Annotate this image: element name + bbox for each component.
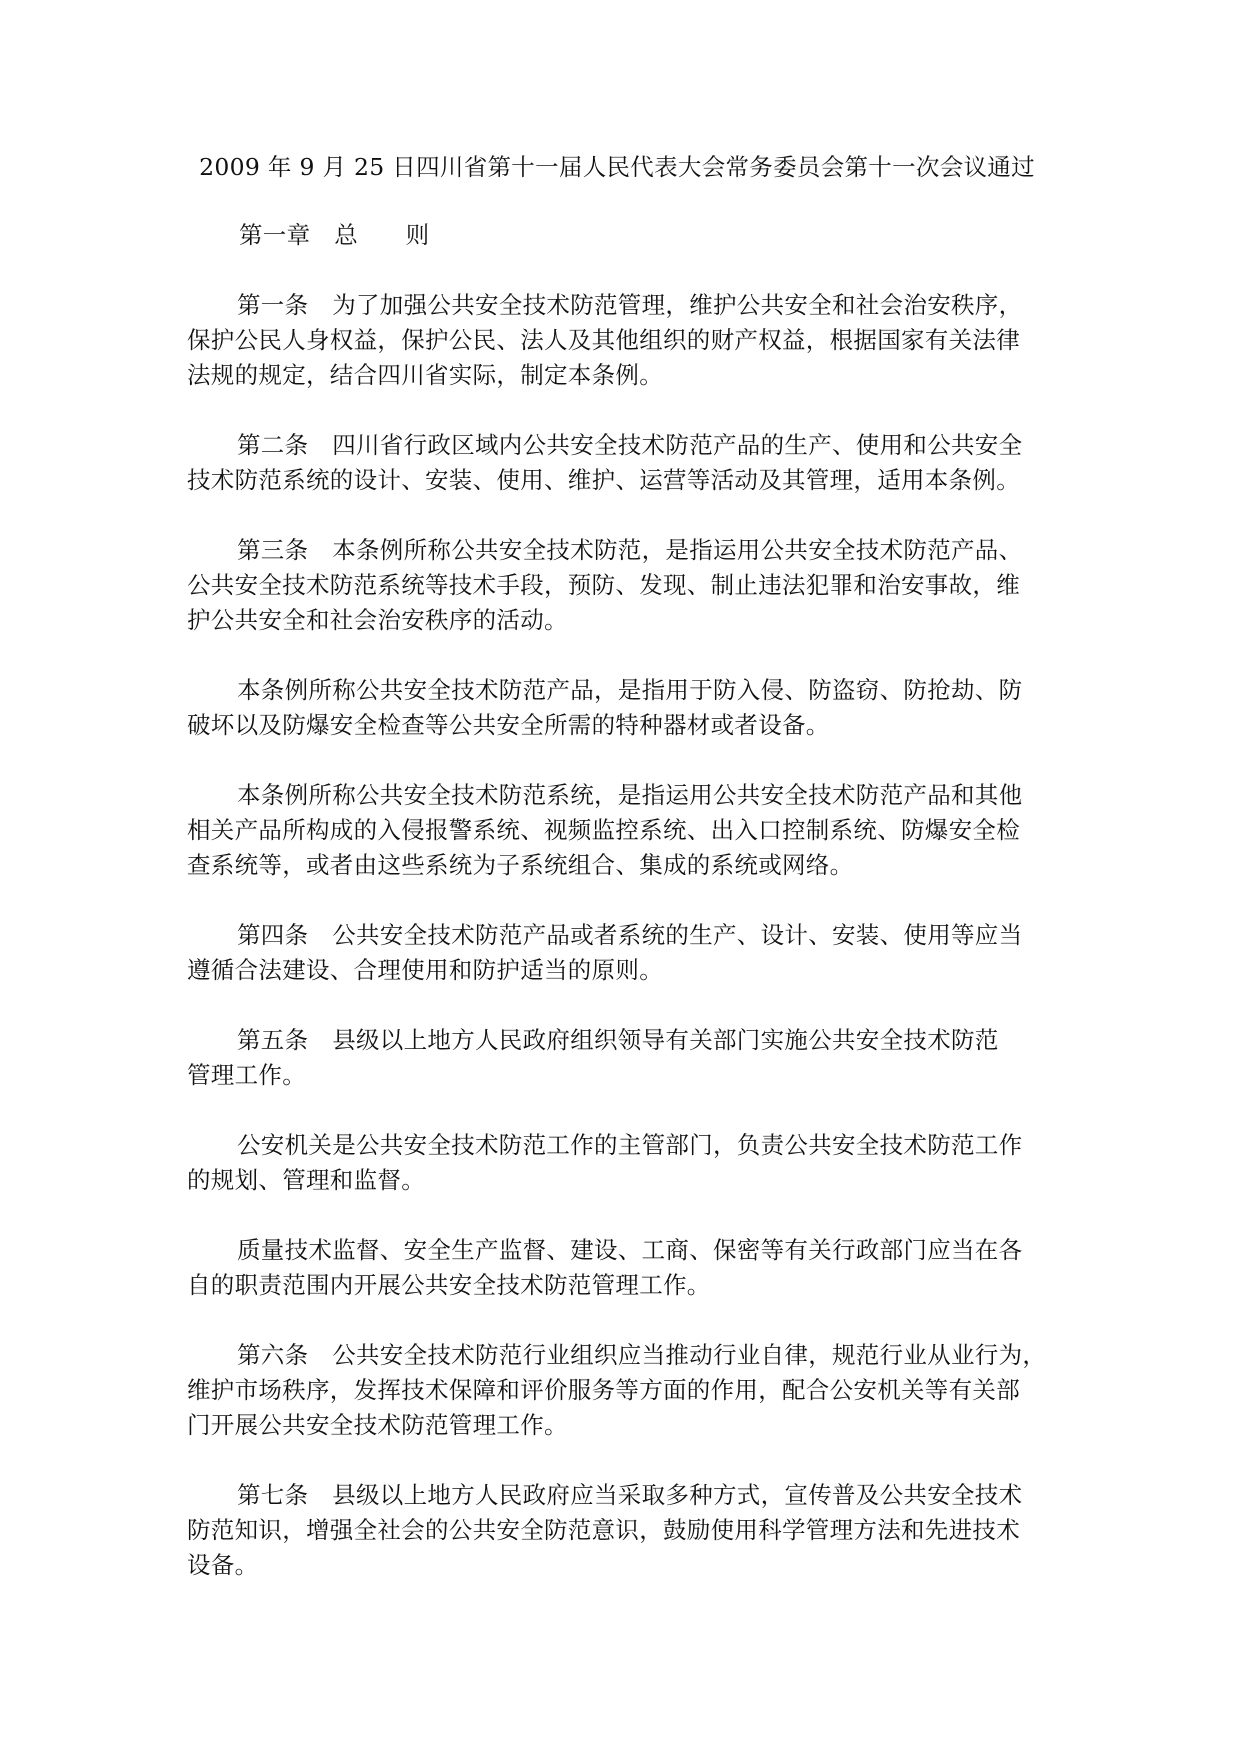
text-line: 第三条 本条例所称公共安全技术防范，是指运用公共安全技术防范产品、 <box>237 536 1023 564</box>
article-3-product-definition <box>187 673 1057 743</box>
article-5-paragraph <box>187 1023 1057 1093</box>
article-2-paragraph <box>187 428 1057 498</box>
text-line: 本条例所称公共安全技术防范产品，是指用于防入侵、防盗窃、防抢劫、防 <box>237 676 1023 704</box>
text-line: 技术防范系统的设计、安装、使用、维护、运营等活动及其管理，适用本条例。 <box>187 466 1020 494</box>
text-line: 第六条 公共安全技术防范行业组织应当推动行业自律，规范行业从业行为， <box>237 1341 1047 1369</box>
text-line: 维护市场秩序，发挥技术保障和评价服务等方面的作用，配合公安机关等有关部 <box>187 1376 1020 1404</box>
adoption-note: 2009 年 9 月 25 日四川省第十一届人民代表大会常务委员会第十一次会议通过 <box>199 153 1035 181</box>
text-line: 管理工作。 <box>187 1061 306 1089</box>
text-line: 公安机关是公共安全技术防范工作的主管部门，负责公共安全技术防范工作 <box>237 1131 1023 1159</box>
article-4-paragraph <box>187 918 1057 988</box>
text-line: 法规的规定，结合四川省实际，制定本条例。 <box>187 361 663 389</box>
text-line: 破坏以及防爆安全检查等公共安全所需的特种器材或者设备。 <box>187 711 830 739</box>
article-3-system-definition <box>187 778 1057 883</box>
chapter-title: 第一章 总 则 <box>239 221 430 249</box>
document-page <box>187 150 1057 1618</box>
text-line: 第一条 为了加强公共安全技术防范管理，维护公共安全和社会治安秩序， <box>237 291 1023 319</box>
article-1-paragraph <box>187 288 1057 393</box>
text-line: 质量技术监督、安全生产监督、建设、工商、保密等有关行政部门应当在各 <box>237 1236 1023 1264</box>
article-3-paragraph <box>187 533 1057 638</box>
text-line: 相关产品所构成的入侵报警系统、视频监控系统、出入口控制系统、防爆安全检 <box>187 816 1020 844</box>
text-line: 查系统等，或者由这些系统为子系统组合、集成的系统或网络。 <box>187 851 854 879</box>
article-7-paragraph <box>187 1478 1057 1583</box>
text-line: 防范知识，增强全社会的公共安全防范意识，鼓励使用科学管理方法和先进技术 <box>187 1516 1020 1544</box>
article-5-departments-paragraph <box>187 1233 1057 1303</box>
text-line: 自的职责范围内开展公共安全技术防范管理工作。 <box>187 1271 711 1299</box>
text-line: 第二条 四川省行政区域内公共安全技术防范产品的生产、使用和公共安全 <box>237 431 1023 459</box>
text-line: 本条例所称公共安全技术防范系统，是指运用公共安全技术防范产品和其他 <box>237 781 1023 809</box>
text-line: 保护公民人身权益，保护公民、法人及其他组织的财产权益，根据国家有关法律 <box>187 326 1020 354</box>
text-line: 遵循合法建设、合理使用和防护适当的原则。 <box>187 956 663 984</box>
text-line: 第七条 县级以上地方人民政府应当采取多种方式，宣传普及公共安全技术 <box>237 1481 1023 1509</box>
text-line: 设备。 <box>187 1551 259 1579</box>
text-line: 门开展公共安全技术防范管理工作。 <box>187 1411 568 1439</box>
article-6-paragraph <box>187 1338 1057 1443</box>
text-line: 护公共安全和社会治安秩序的活动。 <box>187 606 568 634</box>
text-line: 的规划、管理和监督。 <box>187 1166 425 1194</box>
article-5-police-paragraph <box>187 1128 1057 1198</box>
text-line: 公共安全技术防范系统等技术手段，预防、发现、制止违法犯罪和治安事故，维 <box>187 571 1020 599</box>
text-line: 第四条 公共安全技术防范产品或者系统的生产、设计、安装、使用等应当 <box>237 921 1023 949</box>
text-line: 第五条 县级以上地方人民政府组织领导有关部门实施公共安全技术防范 <box>237 1026 999 1054</box>
